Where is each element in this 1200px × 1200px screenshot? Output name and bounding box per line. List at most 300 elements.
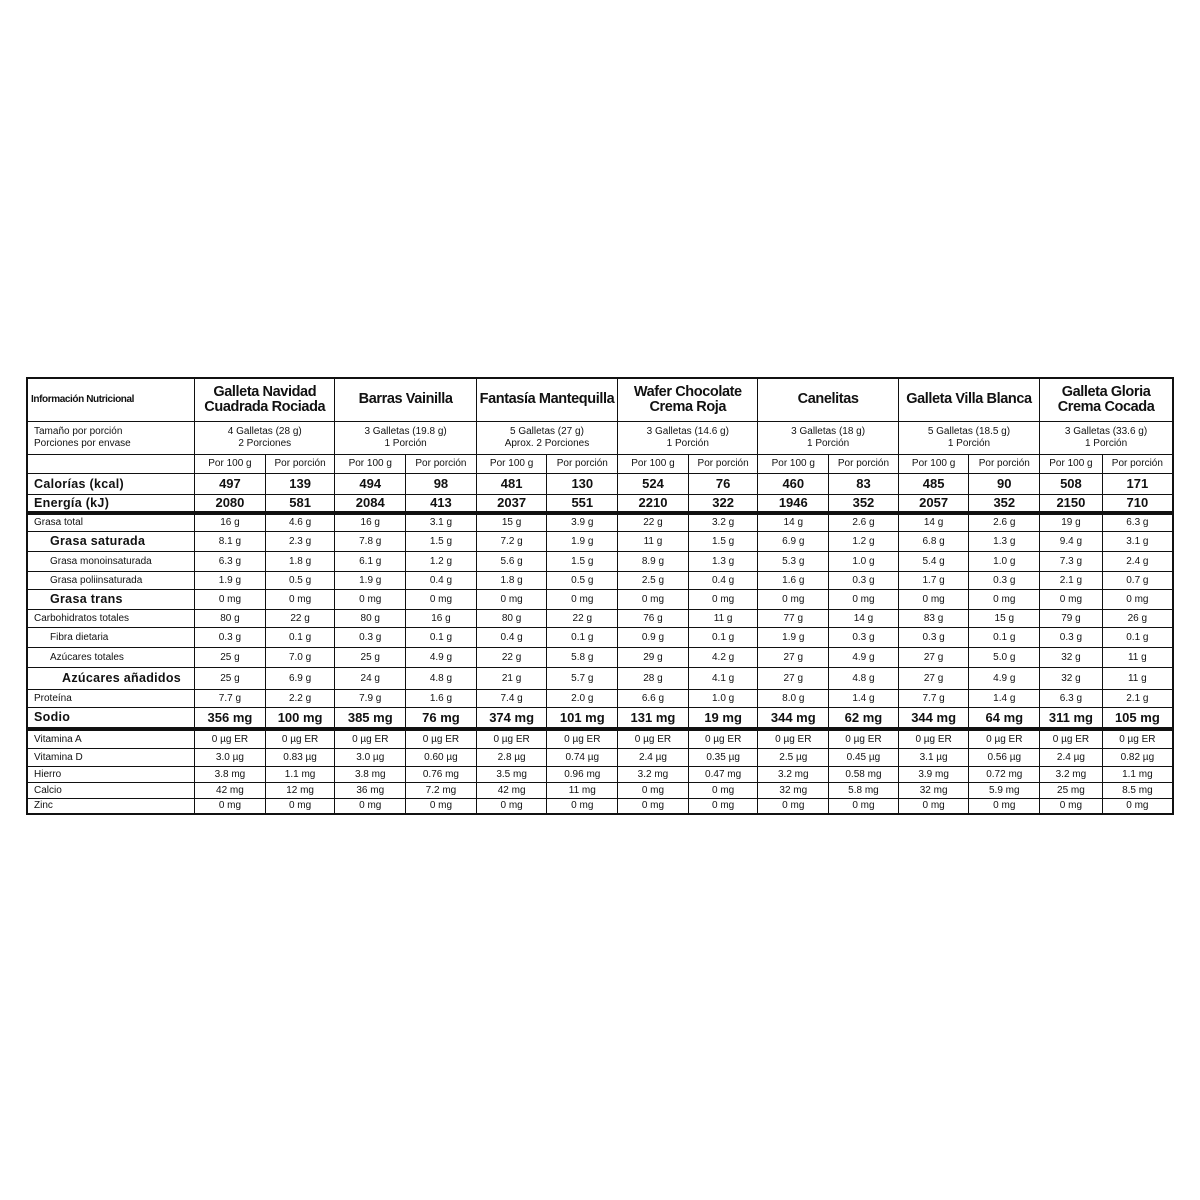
nutrient-value: 64 mg [969, 707, 1040, 729]
column-label-per-100g: Por 100 g [898, 454, 969, 473]
nutrient-value: 0 mg [406, 589, 477, 609]
nutrient-value: 32 mg [898, 782, 969, 798]
nutrient-value: 3.1 g [406, 513, 477, 531]
nutrient-value: 6.3 g [195, 551, 266, 571]
nutrient-value: 14 g [829, 609, 899, 627]
nutrient-label: Calorías (kcal) [27, 473, 195, 494]
nutrient-value: 80 g [195, 609, 266, 627]
nutrient-value: 0 mg [476, 589, 547, 609]
column-label-per-serving: Por porción [969, 454, 1040, 473]
nutrient-value: 27 g [758, 647, 829, 667]
nutrient-value: 7.7 g [898, 689, 969, 707]
nutrient-value: 7.2 mg [406, 782, 477, 798]
nutrient-row-proteina [27, 689, 1173, 707]
nutrient-value: 2.4 µg [618, 748, 689, 766]
nutrient-value: 0 mg [688, 782, 758, 798]
nutrient-value: 0 mg [335, 798, 406, 814]
nutrient-value: 1.1 mg [265, 766, 335, 782]
nutrient-value: 7.4 g [476, 689, 547, 707]
nutrient-value: 42 mg [476, 782, 547, 798]
nutrient-value: 0 µg ER [618, 729, 689, 748]
nutrient-value: 3.8 mg [335, 766, 406, 782]
nutrient-value: 0 mg [688, 798, 758, 814]
nutrient-value: 3.2 g [688, 513, 758, 531]
nutrient-value: 1.4 g [829, 689, 899, 707]
nutrient-value: 0.3 g [969, 571, 1040, 589]
nutrient-value: 14 g [898, 513, 969, 531]
nutrient-value: 36 mg [335, 782, 406, 798]
serving-labels [27, 421, 195, 454]
nutrient-value: 0 mg [1040, 798, 1103, 814]
nutrient-value: 0 mg [829, 798, 899, 814]
nutrient-value: 2.0 g [547, 689, 618, 707]
serving-size: 5 Galletas (27 g) [509, 426, 584, 437]
nutrient-value: 0.83 µg [265, 748, 335, 766]
nutrient-value: 0 µg ER [265, 729, 335, 748]
nutrient-value: 0 µg ER [476, 729, 547, 748]
nutrient-value: 22 g [547, 609, 618, 627]
nutrient-value: 0 mg [547, 798, 618, 814]
nutrient-label: Grasa poliinsaturada [27, 571, 195, 589]
nutrient-row-hierro [27, 766, 1173, 782]
nutrient-value: 3.2 mg [1040, 766, 1103, 782]
nutrient-value: 11 g [1102, 667, 1173, 689]
nutrient-value: 19 g [1040, 513, 1103, 531]
serving-info [1040, 421, 1173, 454]
nutrient-row-energia-kj [27, 494, 1173, 513]
nutrient-value: 24 g [335, 667, 406, 689]
nutrient-row-calorias-kcal [27, 473, 1173, 494]
nutrient-label: Vitamina A [27, 729, 195, 748]
nutrient-row-calcio [27, 782, 1173, 798]
nutrient-value: 2.2 g [265, 689, 335, 707]
nutrient-value: 0 µg ER [195, 729, 266, 748]
nutrient-value: 1.9 g [335, 571, 406, 589]
nutrient-value: 16 g [406, 609, 477, 627]
nutrient-value: 2.4 g [1102, 551, 1173, 571]
nutrient-value: 77 g [758, 609, 829, 627]
nutrient-value: 76 mg [406, 707, 477, 729]
nutrient-value: 1.9 g [547, 531, 618, 551]
nutrient-value: 524 [618, 473, 689, 494]
nutrient-label: Proteína [27, 689, 195, 707]
nutrient-value: 32 mg [758, 782, 829, 798]
nutrient-value: 2210 [618, 494, 689, 513]
nutrient-value: 1.9 g [195, 571, 266, 589]
nutrient-row-sodio [27, 707, 1173, 729]
servings-per-container: 1 Porción [666, 437, 709, 449]
nutrient-value: 29 g [618, 647, 689, 667]
servings-per-container: 1 Porción [806, 437, 850, 449]
nutrient-value: 5.7 g [547, 667, 618, 689]
nutrient-value: 0 mg [898, 798, 969, 814]
nutrient-value: 0 mg [618, 798, 689, 814]
nutrient-value: 8.5 mg [1102, 782, 1173, 798]
nutrient-value: 0 µg ER [547, 729, 618, 748]
nutrient-value: 80 g [476, 609, 547, 627]
nutrient-value: 100 mg [265, 707, 335, 729]
nutrient-value: 0 mg [1102, 798, 1173, 814]
nutrient-value: 0 mg [898, 589, 969, 609]
nutrient-value: 8.0 g [758, 689, 829, 707]
servings-per-container: 1 Porción [384, 437, 427, 449]
nutrient-value: 27 g [758, 667, 829, 689]
nutrient-value: 0 mg [1102, 589, 1173, 609]
nutrient-value: 2.5 g [618, 571, 689, 589]
nutrient-value: 0 mg [969, 798, 1040, 814]
serving-size: 3 Galletas (14.6 g) [646, 426, 729, 437]
nutrient-row-vitamina-d [27, 748, 1173, 766]
nutrient-value: 0 µg ER [688, 729, 758, 748]
nutrient-value: 62 mg [829, 707, 899, 729]
nutrient-value: 413 [406, 494, 477, 513]
nutrient-value: 1.5 g [547, 551, 618, 571]
nutrient-value: 11 g [1102, 647, 1173, 667]
nutrient-value: 2037 [476, 494, 547, 513]
nutrient-value: 11 mg [547, 782, 618, 798]
nutrient-value: 710 [1102, 494, 1173, 513]
nutrient-value: 2.6 g [829, 513, 899, 531]
nutrient-value: 1.2 g [829, 531, 899, 551]
nutrient-value: 3.1 g [1102, 531, 1173, 551]
serving-info [195, 421, 335, 454]
nutrient-value: 11 g [618, 531, 689, 551]
nutrient-value: 0 µg ER [335, 729, 406, 748]
nutrient-value: 139 [265, 473, 335, 494]
serving-size: 5 Galletas (18.5 g) [927, 426, 1011, 437]
nutrient-value: 0.45 µg [829, 748, 899, 766]
nutrient-row-grasa-poliinsaturada [27, 571, 1173, 589]
nutrient-value: 2057 [898, 494, 969, 513]
nutrient-value: 32 g [1040, 667, 1103, 689]
nutrient-value: 14 g [758, 513, 829, 531]
nutrient-value: 0.76 mg [406, 766, 477, 782]
nutrient-value: 7.7 g [195, 689, 266, 707]
nutrient-value: 15 g [969, 609, 1040, 627]
nutrient-value: 0 mg [688, 589, 758, 609]
nutrient-value: 385 mg [335, 707, 406, 729]
nutrient-value: 0 mg [265, 589, 335, 609]
serving-info [335, 421, 476, 454]
nutrient-value: 4.9 g [829, 647, 899, 667]
nutrient-value: 0 mg [476, 798, 547, 814]
nutrient-value: 3.0 µg [195, 748, 266, 766]
nutrient-value: 497 [195, 473, 266, 494]
nutrient-value: 4.8 g [829, 667, 899, 689]
nutrient-value: 551 [547, 494, 618, 513]
nutrient-value: 1.6 g [758, 571, 829, 589]
nutrient-value: 25 g [335, 647, 406, 667]
nutrient-value: 0.96 mg [547, 766, 618, 782]
nutrient-value: 0 mg [265, 798, 335, 814]
nutrient-value: 4.8 g [406, 667, 477, 689]
serving-size: 4 Galletas (28 g) [227, 426, 302, 437]
nutrient-value: 1.9 g [758, 627, 829, 647]
nutrient-value: 374 mg [476, 707, 547, 729]
nutrient-row-vitamina-a [27, 729, 1173, 748]
nutrient-value: 3.0 µg [335, 748, 406, 766]
nutrient-value: 5.8 mg [829, 782, 899, 798]
nutrient-label: Grasa saturada [27, 531, 195, 551]
column-label-per-100g: Por 100 g [335, 454, 406, 473]
nutrient-value: 22 g [265, 609, 335, 627]
nutrient-value: 0.74 µg [547, 748, 618, 766]
nutrient-value: 0.1 g [1102, 627, 1173, 647]
nutrient-label: Fibra dietaria [27, 627, 195, 647]
nutrient-value: 76 [688, 473, 758, 494]
nutrient-value: 131 mg [618, 707, 689, 729]
servings-per-container: Aprox. 2 Porciones [504, 437, 590, 449]
nutrient-value: 2.5 µg [758, 748, 829, 766]
header-row-serving [27, 421, 1173, 454]
nutrient-value: 0.5 g [265, 571, 335, 589]
header-row-columns [27, 454, 1173, 473]
nutrient-value: 311 mg [1040, 707, 1103, 729]
nutrient-label: Vitamina D [27, 748, 195, 766]
nutrient-value: 26 g [1102, 609, 1173, 627]
nutrient-value: 0 mg [335, 589, 406, 609]
nutrient-value: 4.9 g [969, 667, 1040, 689]
nutrient-row-carbohidratos-totales [27, 609, 1173, 627]
nutrient-value: 0.82 µg [1102, 748, 1173, 766]
nutrient-label: Calcio [27, 782, 195, 798]
nutrient-value: 25 mg [1040, 782, 1103, 798]
nutrient-value: 0.1 g [969, 627, 1040, 647]
nutrient-value: 1.3 g [688, 551, 758, 571]
nutrient-value: 3.9 g [547, 513, 618, 531]
nutrient-value: 32 g [1040, 647, 1103, 667]
serving-info [476, 421, 617, 454]
nutrition-table [26, 377, 1174, 815]
column-label-per-serving: Por porción [265, 454, 335, 473]
nutrient-value: 0.1 g [688, 627, 758, 647]
nutrient-value: 0.47 mg [688, 766, 758, 782]
nutrient-value: 0.4 g [476, 627, 547, 647]
nutrient-value: 2080 [195, 494, 266, 513]
nutrient-value: 3.2 mg [618, 766, 689, 782]
nutrient-value: 356 mg [195, 707, 266, 729]
nutrient-value: 16 g [195, 513, 266, 531]
nutrient-value: 460 [758, 473, 829, 494]
nutrient-value: 0.1 g [547, 627, 618, 647]
nutrient-value: 80 g [335, 609, 406, 627]
nutrient-value: 4.9 g [406, 647, 477, 667]
column-label-per-100g: Por 100 g [618, 454, 689, 473]
nutrient-value: 0.5 g [547, 571, 618, 589]
nutrient-row-grasa-total [27, 513, 1173, 531]
nutrient-value: 6.1 g [335, 551, 406, 571]
product-name-canelitas: Canelitas [758, 378, 898, 421]
nutrient-label: Grasa monoinsaturada [27, 551, 195, 571]
nutrient-value: 0 µg ER [758, 729, 829, 748]
nutrient-value: 8.9 g [618, 551, 689, 571]
nutrient-value: 16 g [335, 513, 406, 531]
nutrient-row-grasa-trans [27, 589, 1173, 609]
nutrient-value: 3.8 mg [195, 766, 266, 782]
nutrient-value: 15 g [476, 513, 547, 531]
nutrient-value: 1.0 g [688, 689, 758, 707]
nutrient-value: 344 mg [898, 707, 969, 729]
nutrient-value: 485 [898, 473, 969, 494]
nutrient-value: 7.3 g [1040, 551, 1103, 571]
nutrient-row-grasa-saturada [27, 531, 1173, 551]
nutrient-value: 19 mg [688, 707, 758, 729]
nutrient-value: 5.8 g [547, 647, 618, 667]
nutrient-value: 76 g [618, 609, 689, 627]
nutrient-label: Azúcares totales [27, 647, 195, 667]
nutrient-label: Azúcares añadidos [27, 667, 195, 689]
product-name-wafer-chocolate-crema-roja: Wafer Chocolate Crema Roja [618, 378, 758, 421]
nutrient-value: 0.58 mg [829, 766, 899, 782]
nutrient-value: 5.9 mg [969, 782, 1040, 798]
nutrient-value: 79 g [1040, 609, 1103, 627]
product-name-galleta-villa-blanca: Galleta Villa Blanca [898, 378, 1039, 421]
nutrient-label: Carbohidratos totales [27, 609, 195, 627]
nutrient-value: 3.9 mg [898, 766, 969, 782]
nutrient-value: 0 µg ER [1040, 729, 1103, 748]
column-label-spacer [27, 454, 195, 473]
nutrient-value: 4.6 g [265, 513, 335, 531]
nutrient-value: 1.8 g [265, 551, 335, 571]
nutrient-value: 0.3 g [335, 627, 406, 647]
nutrient-value: 0.56 µg [969, 748, 1040, 766]
nutrient-value: 171 [1102, 473, 1173, 494]
nutrient-value: 0.1 g [406, 627, 477, 647]
nutrient-value: 7.8 g [335, 531, 406, 551]
nutrient-value: 0.3 g [829, 627, 899, 647]
nutrient-value: 83 g [898, 609, 969, 627]
nutrient-value: 11 g [688, 609, 758, 627]
nutrient-value: 101 mg [547, 707, 618, 729]
nutrient-value: 508 [1040, 473, 1103, 494]
header-row-products [27, 378, 1173, 421]
nutrient-value: 6.3 g [1102, 513, 1173, 531]
nutrient-value: 6.9 g [265, 667, 335, 689]
nutrient-value: 2.6 g [969, 513, 1040, 531]
nutrient-value: 1.2 g [406, 551, 477, 571]
nutrient-value: 2084 [335, 494, 406, 513]
nutrient-value: 0 µg ER [1102, 729, 1173, 748]
nutrient-value: 0.9 g [618, 627, 689, 647]
serving-label-line1: Tamaño por porción [34, 426, 123, 437]
nutrient-row-zinc [27, 798, 1173, 814]
column-label-per-100g: Por 100 g [195, 454, 266, 473]
nutrient-value: 481 [476, 473, 547, 494]
nutrient-value: 0 mg [829, 589, 899, 609]
nutrient-value: 1.7 g [898, 571, 969, 589]
nutrient-value: 1.5 g [688, 531, 758, 551]
nutrient-value: 352 [969, 494, 1040, 513]
nutrient-value: 2.8 µg [476, 748, 547, 766]
serving-label-line2: Porciones por envase [34, 437, 131, 449]
nutrient-row-azucares-anadidos [27, 667, 1173, 689]
nutrient-value: 22 g [476, 647, 547, 667]
nutrient-value: 0.3 g [829, 571, 899, 589]
column-label-per-serving: Por porción [688, 454, 758, 473]
nutrient-value: 1.0 g [969, 551, 1040, 571]
nutrient-value: 28 g [618, 667, 689, 689]
nutrient-value: 0.35 µg [688, 748, 758, 766]
nutrient-value: 0 mg [618, 782, 689, 798]
nutrient-value: 1.5 g [406, 531, 477, 551]
nutrient-value: 7.2 g [476, 531, 547, 551]
serving-size: 3 Galletas (33.6 g) [1064, 426, 1148, 437]
product-name-galleta-navidad-cuadrada-rociada: Galleta Navidad Cuadrada Rociada [195, 378, 335, 421]
nutrient-row-grasa-monoinsaturada [27, 551, 1173, 571]
nutrient-value: 1.3 g [969, 531, 1040, 551]
product-name-barras-vainilla: Barras Vainilla [335, 378, 476, 421]
nutrient-value: 2.1 g [1102, 689, 1173, 707]
nutrient-value: 0.7 g [1102, 571, 1173, 589]
nutrient-value: 2.3 g [265, 531, 335, 551]
nutrient-value: 27 g [898, 647, 969, 667]
nutrient-value: 352 [829, 494, 899, 513]
nutrient-value: 5.4 g [898, 551, 969, 571]
servings-per-container: 1 Porción [947, 437, 991, 449]
nutrient-label: Sodio [27, 707, 195, 729]
nutrient-value: 0 mg [758, 798, 829, 814]
nutrient-value: 22 g [618, 513, 689, 531]
servings-per-container: 2 Porciones [238, 437, 292, 449]
nutrient-label: Zinc [27, 798, 195, 814]
nutrient-value: 0.3 g [1040, 627, 1103, 647]
nutrient-value: 3.1 µg [898, 748, 969, 766]
nutrient-row-fibra-dietaria [27, 627, 1173, 647]
nutrient-value: 0 µg ER [829, 729, 899, 748]
nutrient-value: 7.9 g [335, 689, 406, 707]
nutrient-value: 6.9 g [758, 531, 829, 551]
nutrient-value: 105 mg [1102, 707, 1173, 729]
nutrient-value: 83 [829, 473, 899, 494]
nutrient-value: 4.2 g [688, 647, 758, 667]
nutrient-value: 0.1 g [265, 627, 335, 647]
nutrient-value: 0 mg [1040, 589, 1103, 609]
nutrient-label: Energía (kJ) [27, 494, 195, 513]
nutrient-value: 130 [547, 473, 618, 494]
nutrient-value: 3.2 mg [758, 766, 829, 782]
nutrient-value: 9.4 g [1040, 531, 1103, 551]
nutrient-value: 0 mg [618, 589, 689, 609]
nutrient-value: 4.1 g [688, 667, 758, 689]
column-label-per-serving: Por porción [1102, 454, 1173, 473]
product-name-fantasia-mantequilla: Fantasía Mantequilla [476, 378, 617, 421]
nutrient-value: 0.3 g [898, 627, 969, 647]
column-label-per-100g: Por 100 g [476, 454, 547, 473]
nutrient-value: 0 mg [406, 798, 477, 814]
nutrient-row-azucares-totales [27, 647, 1173, 667]
nutrient-value: 1.0 g [829, 551, 899, 571]
column-label-per-100g: Por 100 g [758, 454, 829, 473]
nutrient-value: 27 g [898, 667, 969, 689]
nutrient-value: 21 g [476, 667, 547, 689]
nutrient-value: 581 [265, 494, 335, 513]
nutrient-value: 0 mg [969, 589, 1040, 609]
column-label-per-serving: Por porción [406, 454, 477, 473]
nutrient-value: 0.72 mg [969, 766, 1040, 782]
nutrient-value: 5.0 g [969, 647, 1040, 667]
nutrient-label: Grasa trans [27, 589, 195, 609]
column-label-per-100g: Por 100 g [1040, 454, 1103, 473]
nutrient-value: 0 µg ER [406, 729, 477, 748]
nutrient-value: 7.0 g [265, 647, 335, 667]
nutrient-value: 6.8 g [898, 531, 969, 551]
nutrient-value: 0 µg ER [898, 729, 969, 748]
nutrient-value: 6.6 g [618, 689, 689, 707]
nutrient-value: 3.5 mg [476, 766, 547, 782]
nutrient-value: 0 mg [195, 798, 266, 814]
nutrient-value: 0 mg [195, 589, 266, 609]
nutrient-value: 5.6 g [476, 551, 547, 571]
